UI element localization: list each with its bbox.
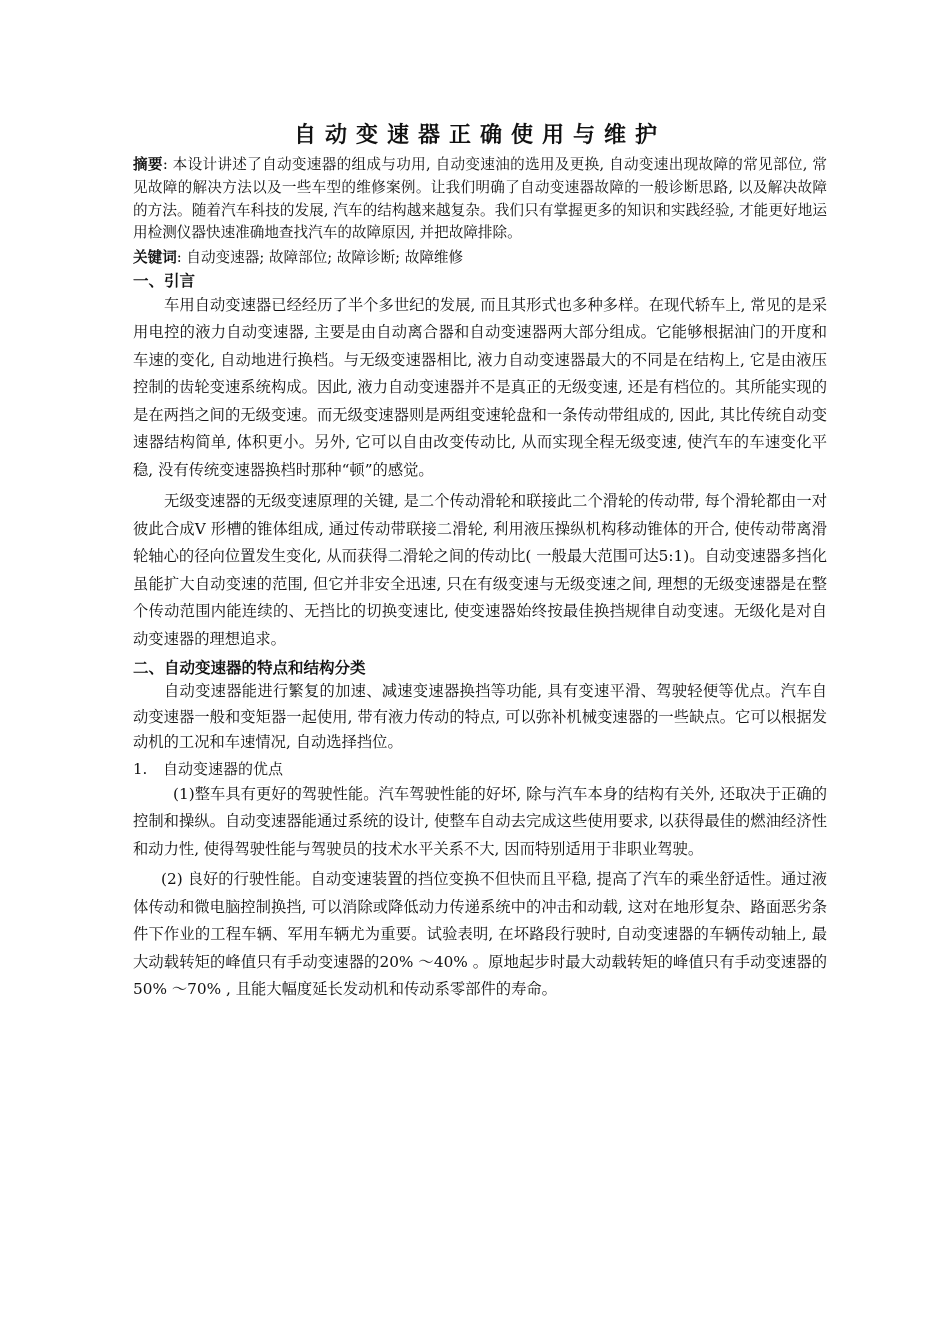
abstract-label: 摘要 <box>133 156 163 173</box>
document-title: 自动变速器正确使用与维护 <box>293 122 666 148</box>
keywords-text: : 自动变速器; 故障部位; 故障诊断; 故障维修 <box>176 249 464 267</box>
abstract <box>133 154 827 245</box>
section-heading-features: 二、自动变速器的特点和结构分类 <box>133 658 366 678</box>
advantage-point-1: (1)整车具有更好的驾驶性能。汽车驾驶性能的好坏, 除与汽车本身的结构有关外, 还取决于正确的控制和操纵。自动变速器能通过系统的设计, 使整车自动去完成这些使用要求, 以获得最佳的燃油经济性和动力性, 使得驾驶性能与驾驶员的技术水平关系不大, 因而特别适用于非职业驾驶。 <box>133 784 827 858</box>
intro-paragraph-2: 无级变速器的无级变速原理的关键, 是二个传动滑轮和联接此二个滑轮的传动带, 每个滑轮都由一对彼此合成V 形槽的锥体组成, 通过传动带联接二滑轮, 利用液压操纵机构移动锥体的开合, 使传动带离滑轮轴心的径向位置发生变化, 从而获得二滑轮之间的传动比( 一般最大范围可达5:1)。自动变速器多挡化虽能扩大自动变速的范围, 但它并非安全迅速, 只在有级变速与无级变速之间, 理想的无级变速器是在整个传动范围内能连续的、无挡比的切换变速比, 使变速器始终按最佳换挡规律自动变速。无级化是对自动变速器的理想追求。 <box>133 492 827 648</box>
advantage-point-2: (2) 良好的行驶性能。自动变速装置的挡位变换不但快而且平稳, 提高了汽车的乘坐舒适性。通过液体传动和微电脑控制换挡, 可以消除或降低动力传递系统中的冲击和动载, 这对在地形复杂、路面恶劣条件下作业的工程车辆、军用车辆尤为重要。试验表明, 在坏路段行驶时, 自动变速器的车辆传动轴上, 最大动载转矩的峰值只有手动变速器的20% ～40% 。原地起步时最大动载转矩的峰值只有手动变速器的50% ～70% , 且能大幅度延长发动机和传动系零部件的寿命。 <box>133 870 827 999</box>
features-intro-paragraph: 自动变速器能进行繁复的加速、减速变速器换挡等功能, 具有变速平滑、驾驶轻便等优点。汽车自动变速器一般和变矩器一起使用, 带有液力传动的特点, 可以弥补机械变速器的一些缺点。它可以根据发动机的工况和车速情况, 自动选择挡位。 <box>133 682 827 752</box>
subitem-number: 1. <box>133 759 148 778</box>
abstract-text: : 本设计讲述了自动变速器的组成与功用, 自动变速油的选用及更换, 自动变速出现故障的常见部位, 常见故障的解决方法以及一些车型的维修案例。让我们明确了自动变速器故障的一般诊断思路, 以及解决故障的方法。随着汽车科技的发展, 汽车的结构越来越复杂。我们只有掌握更多的知识和实践经验, 才能更好地运用检测仪器快速准确地查找汽车的故障原因, 并把故障排除。 <box>133 156 827 242</box>
subitem-title: 自动变速器的优点 <box>163 759 284 778</box>
section-heading-introduction: 一、引言 <box>133 270 196 290</box>
document-page <box>133 118 827 1004</box>
keywords <box>133 247 827 270</box>
subitem-advantages <box>133 758 827 781</box>
intro-paragraph-1: 车用自动变速器已经经历了半个多世纪的发展, 而且其形式也多种多样。在现代轿车上, 常见的是采用电控的液力自动变速器, 主要是由自动离合器和自动变速器两大部分组成。它能够根据油门的开度和车速的变化, 自动地进行换档。与无级变速器相比, 液力自动变速器最大的不同是在结构上, 它是由液压控制的齿轮变速系统构成。因此, 液力自动变速器并不是真正的无级变速, 还是有档位的。其所能实现的是在两挡之间的无级变速。而无级变速器则是两组变速轮盘和一条传动带组成的, 因此, 其比传统自动变速器结构简单, 体积更小。另外, 它可以自由改变传动比, 从而实现全程无级变速, 使汽车的车速变化平稳, 没有传统变速器换档时那种“顿”的感觉。 <box>133 295 827 479</box>
keywords-label: 关键词 <box>133 249 177 267</box>
